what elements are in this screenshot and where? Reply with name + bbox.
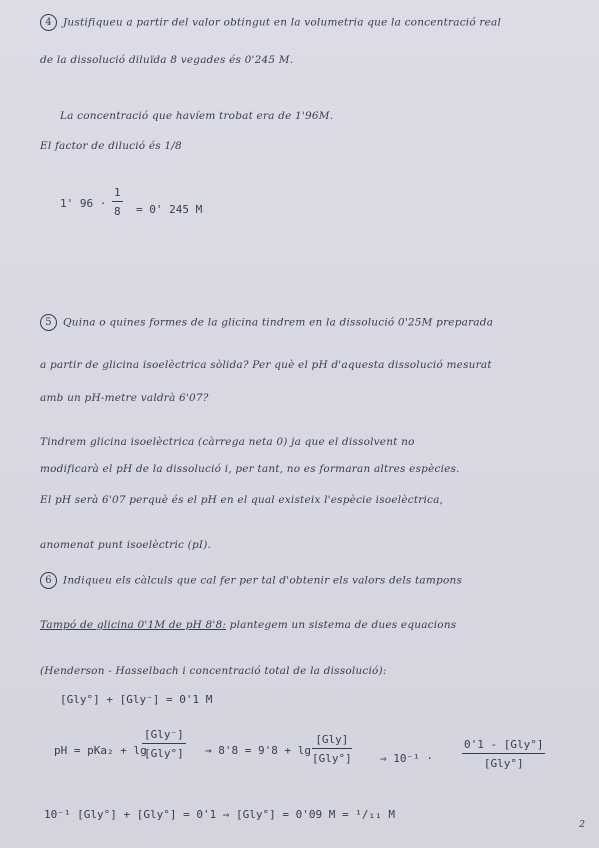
q5-question-line3: amb un pH-metre valdrà 6'07? — [40, 392, 209, 404]
q4-answer-line2: El factor de dilució és 1/8 — [40, 140, 182, 152]
q4-calc-fraction: $\frac{1}{8}$ — [114, 186, 121, 218]
page-number: 2 — [579, 820, 585, 830]
q6-eq2-left: pH = pKa₂ + lg — [54, 744, 147, 757]
q6-eq2-mid: → 8'8 = 9'8 + lg — [205, 744, 311, 757]
q4-calc-right: = 0' 245 M — [136, 203, 203, 216]
q6-eq2-fraction3: 0'1 - [Gly°] [Gly°] — [464, 738, 544, 770]
q4-answer-line1: La concentració que havíem trobat era de 1'96M. — [60, 110, 334, 122]
q6-number: 6 — [40, 572, 57, 589]
q5-answer-line3: El pH serà 6'07 perquè és el pH en el qual existeix l'espècie isoelèctrica, — [40, 494, 444, 506]
q6-eq2-fraction1: [Gly⁻] [Gly°] — [144, 728, 184, 760]
q4-number: 4 — [40, 14, 57, 31]
q6-eq2-fraction2: [Gly] [Gly°] — [312, 733, 352, 765]
q6-subtitle-line: Tampó de glicina 0'1M de pH 8'8: plantegem un sistema de dues equacions — [40, 619, 457, 631]
q4-question-line1: 4 Justifiqueu a partir del valor obtingut en la volumetria que la concentració real — [40, 14, 579, 31]
q5-answer-line2: modificarà el pH de la dissolució i, per tant, no es formaran altres espècies. — [40, 463, 460, 475]
q6-question-line3: (Henderson - Hasselbach i concentració total de la dissolució): — [40, 665, 387, 677]
q6-eq2-right: ⇒ 10⁻¹ · — [380, 752, 433, 765]
q6-equation1: [Gly°] + [Gly⁻] = 0'1 M — [60, 693, 213, 706]
q4-calc-left: 1' 96 · — [60, 197, 107, 210]
q5-question-line2: a partir de glicina isoelèctrica sòlida? Per què el pH d'aquesta dissolució mesurat — [40, 359, 492, 371]
q5-answer-line1: Tindrem glicina isoelèctrica (càrrega neta 0) ja que el dissolvent no — [40, 436, 415, 448]
q5-answer-line4: anomenat punt isoelèctric (pI). — [40, 539, 212, 551]
q6-subtitle: Tampó de glicina 0'1M de pH 8'8: — [40, 619, 227, 631]
q5-number: 5 — [40, 314, 57, 331]
q6-equation3: 10⁻¹ [Gly°] + [Gly°] = 0'1 ⇒ [Gly°] = 0'09 M = ¹/₁₁ M — [44, 808, 395, 821]
q4-question-line2: de la dissolució diluïda 8 vegades és 0'245 M. — [40, 54, 294, 66]
q5-question-line1: 5 Quina o quines formes de la glicina tindrem en la dissolució 0'25M preparada — [40, 314, 579, 331]
q6-question-line1: 6 Indiqueu els càlculs que cal fer per tal d'obtenir els valors dels tampons — [40, 572, 579, 589]
